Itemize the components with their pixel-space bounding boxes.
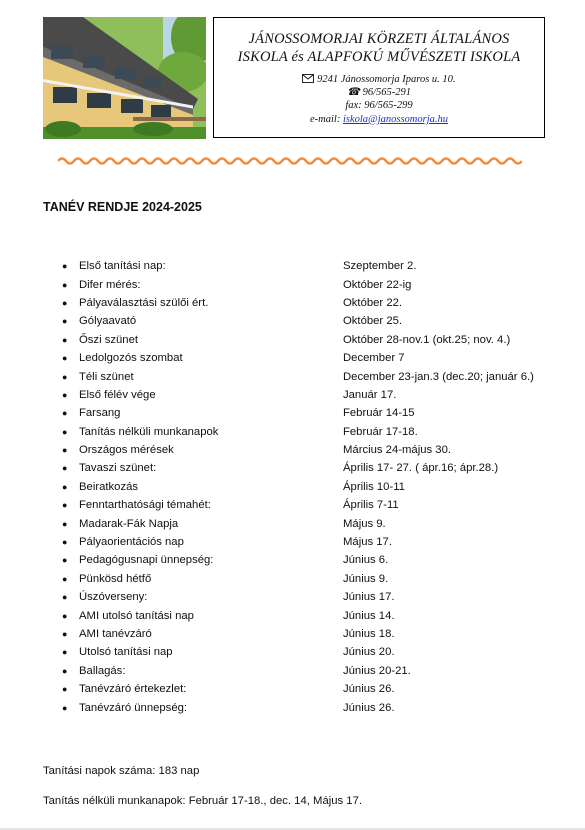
event-name: Tavaszi szünet: [79,462,157,475]
list-item [62,514,562,532]
event-name: Őszi szünet [79,333,139,346]
school-header-box [213,17,545,138]
event-name: Első tanítási nap: [79,260,166,273]
bullet-icon: ● [62,665,68,676]
event-name: Ledolgozós szombat [79,352,183,365]
event-date: Május 17. [343,536,392,549]
bullet-icon: ● [62,481,68,492]
list-item [62,441,562,459]
list-item [62,423,562,441]
phone-line [214,86,544,99]
address: 9241 Jánossomorja Iparos u. 10. [317,74,456,85]
event-name: Téli szünet [79,370,134,383]
bullet-icon: ● [62,592,68,603]
event-date: Október 22-ig [343,278,412,291]
event-date: Január 17. [343,388,397,401]
event-date: Június 20. [343,646,395,659]
email-label: e-mail: [310,113,341,125]
event-date: Június 26. [343,701,395,714]
bullet-icon: ● [62,610,68,621]
list-item [62,386,562,404]
event-name: Beiratkozás [79,480,139,493]
event-name: Pályaorientációs nap [79,536,184,549]
event-date: Február 14-15 [343,407,415,420]
event-name: AMI tanévzáró [79,628,152,640]
address-line [214,73,544,86]
event-date: Március 24-május 30. [343,444,451,457]
list-item [62,698,562,716]
event-date: Április 7-11 [343,499,399,512]
email-line [214,113,544,126]
event-name: Utolsó tanítási nap [79,646,173,659]
fax: 96/565-299 [364,100,413,112]
event-date: Június 17. [343,591,395,604]
event-date: Május 9. [343,517,386,530]
event-name: Tanévzáró ünnepség: [79,701,188,714]
fax-label: fax: [345,100,362,112]
list-item [62,478,562,496]
event-date: Október 28-nov.1 (okt.25; nov. 4.) [343,333,511,346]
page-title: TANÉV RENDJE 2024-2025 [43,200,202,214]
school-photo [43,17,206,139]
bullet-icon: ● [62,629,68,639]
event-name: Pünkösd hétfő [79,572,152,585]
event-date: Június 18. [343,628,395,640]
bullet-icon: ● [62,702,68,713]
event-name: Országos mérések [79,444,174,457]
non-teaching-workdays: Tanítás nélküli munkanapok: Február 17-18., dec. 14, Május 17. [43,795,363,807]
event-name: Tanévzáró értekezlet: [79,683,187,696]
event-date: Szeptember 2. [343,260,417,273]
list-item [62,643,562,661]
event-date: Június 20-21. [343,664,411,677]
bullet-icon: ● [62,371,68,382]
list-item [62,349,562,367]
bullet-icon: ● [62,316,68,327]
list-item [62,551,562,569]
event-name: AMI utolsó tanítási nap [79,609,194,622]
list-item [62,533,562,551]
teaching-days-count: Tanítási napok száma: 183 nap [43,765,200,777]
bullet-icon: ● [62,297,68,308]
event-name: Pályaválasztási szülői ért. [79,296,209,309]
bullet-icon: ● [62,555,68,566]
list-item [62,496,562,514]
event-name: Első félév vége [79,388,156,401]
event-name: Fenntarthatósági témahét: [79,499,211,512]
phone: 96/565-291 [362,87,412,99]
event-date: Október 25. [343,315,403,328]
event-name: Madarak-Fák Napja [79,517,179,530]
event-date: Október 22. [343,296,403,309]
list-item [62,625,562,643]
list-item [62,606,562,624]
list-item [62,588,562,606]
bullet-icon: ● [62,334,68,345]
school-name-line1: JÁNOSSOMORJAI KÖRZETI ÁLTALÁNOS [248,31,510,47]
event-name: Farsang [79,407,121,420]
event-date: Június 9. [343,572,389,585]
bullet-icon: ● [62,353,68,364]
list-item [62,331,562,349]
bullet-icon: ● [62,500,68,511]
list-item [62,275,562,293]
event-name: Pedagógusnapi ünnepség: [79,554,214,567]
event-name: Gólyaavató [79,315,137,328]
event-date: Június 6. [343,554,389,567]
event-name: Difer mérés: [79,278,141,291]
bullet-icon: ● [62,279,68,290]
bullet-icon: ● [62,261,68,272]
bullet-icon: ● [62,684,68,695]
list-item [62,662,562,680]
event-name: Tanítás nélküli munkanapok [79,425,219,438]
bullet-icon: ● [62,426,68,437]
bullet-icon: ● [62,408,68,419]
bullet-icon: ● [62,537,68,548]
bullet-icon: ● [62,389,68,400]
fax-line [214,99,544,112]
email-link[interactable]: iskola@janossomorja.hu [342,113,448,125]
list-item [62,404,562,422]
bullet-icon: ● [62,518,68,529]
bullet-icon: ● [62,573,68,584]
school-name-line2: ISKOLA és ALAPFOKÚ MŰVÉSZETI ISKOLA [237,49,521,65]
list-item [62,367,562,385]
wave-divider [58,155,522,167]
list-item [62,294,562,312]
event-name: Úszóverseny: [79,591,148,604]
envelope-icon [302,74,317,85]
list-item [62,459,562,477]
bullet-icon: ● [62,445,68,456]
list-item [62,680,562,698]
list-item [62,257,562,275]
event-date: Április 17- 27. ( ápr.16; ápr.28.) [343,462,499,475]
event-date: Június 26. [343,683,395,696]
event-name: Ballagás: [79,664,126,677]
list-item [62,312,562,330]
school-name [214,30,544,66]
list-item [62,570,562,588]
event-date: Február 17-18. [343,425,418,438]
event-date: Április 10-11 [343,480,405,493]
phone-icon: ☎ [346,87,361,99]
event-date: December 23-jan.3 (dec.20; január 6.) [343,370,534,383]
event-date: Június 14. [343,609,395,622]
bullet-icon: ● [62,647,68,658]
event-date: December 7 [343,352,405,365]
bullet-icon: ● [62,463,68,474]
event-list [62,257,562,717]
